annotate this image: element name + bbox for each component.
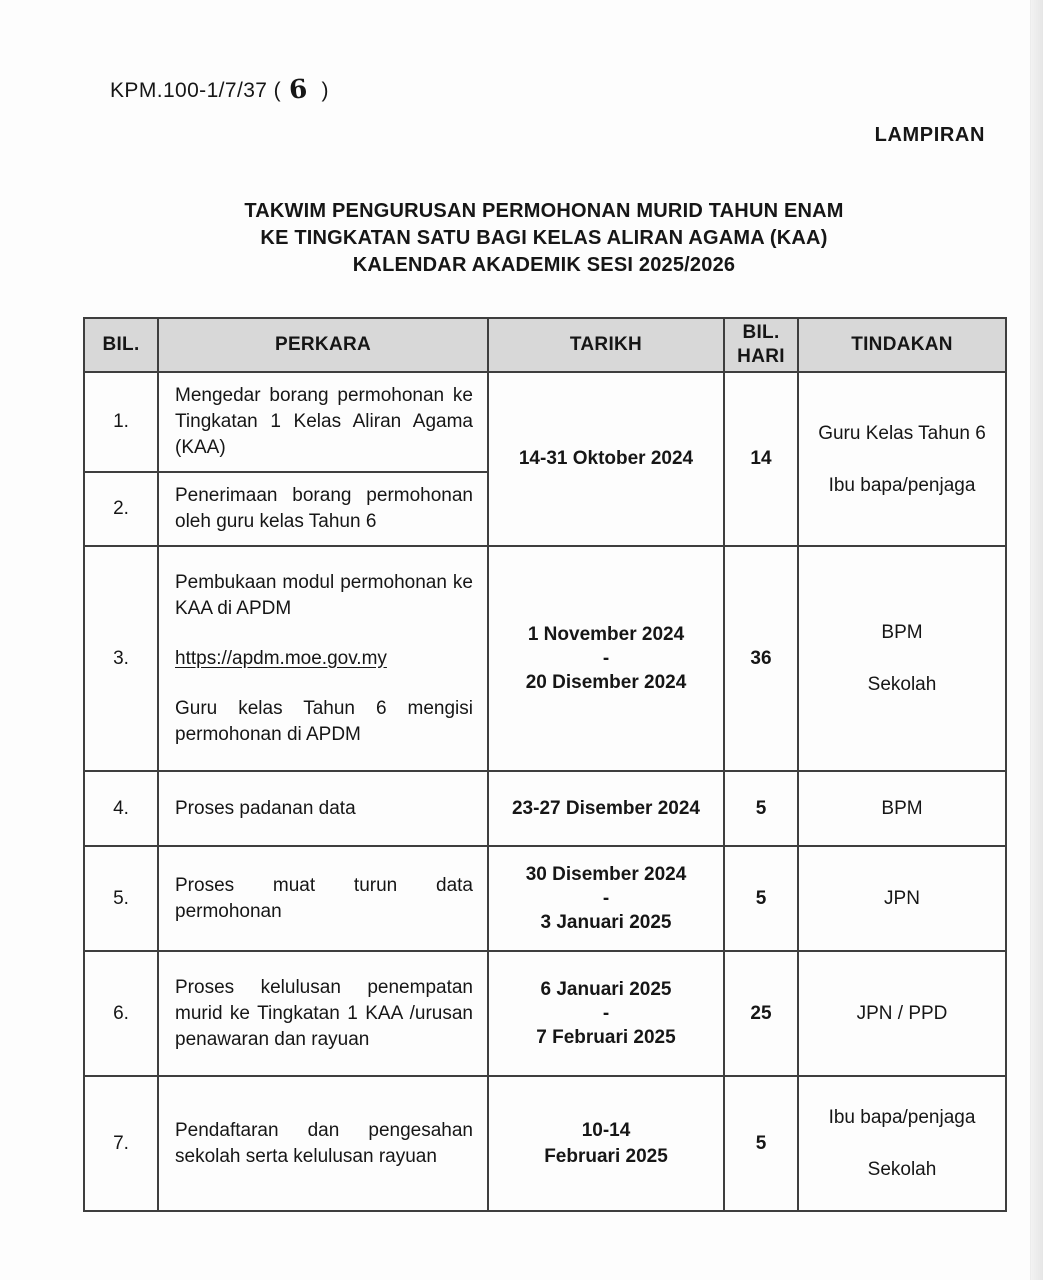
document-title-line1: TAKWIM PENGURUSAN PERMOHONAN MURID TAHUN ENAM: [244, 200, 844, 222]
row6-perkara-text: Proses kelulusan penempatan murid ke Tingkatan 1 KAA /urusan penawaran dan rayuan: [175, 976, 473, 1050]
header-cell-perkara: [158, 318, 488, 372]
row6-tindakan: [798, 951, 1006, 1076]
row1-bil: 1.: [84, 372, 158, 472]
row6-tarikh-to: 7 Februari 2025: [536, 1026, 676, 1048]
row3-tindakan-line1: BPM: [881, 622, 923, 643]
row5-tarikh-to: 3 Januari 2025: [540, 911, 672, 933]
row6-tindakan-line1: JPN / PPD: [856, 1003, 948, 1024]
row7-bil-hari: 5: [724, 1076, 798, 1211]
row6-tarikh-from: 6 Januari 2025: [540, 978, 672, 1000]
table-row-1: [84, 372, 1006, 472]
schedule-table: [83, 317, 1007, 1212]
header-label-tindakan: TINDAKAN: [851, 334, 953, 355]
row3-tindakan-line2: Sekolah: [867, 674, 937, 695]
row2-bil: 2.: [84, 472, 158, 546]
header-cell-bil: [84, 318, 158, 372]
table-row-5: [84, 846, 1006, 951]
row3-perkara: [158, 546, 488, 771]
table-row-7: [84, 1076, 1006, 1211]
row3-tarikh-from: 1 November 2024: [527, 623, 685, 645]
header-cell-bil-hari: [724, 318, 798, 372]
row3-perkara-link-wrap: [175, 646, 473, 672]
row6-tarikh-separator: -: [602, 1002, 610, 1024]
rows12-tarikh: [488, 372, 724, 546]
row6-bil-hari: 25: [724, 951, 798, 1076]
handwritten-number: 6: [287, 74, 309, 106]
header-label-tarikh: TARIKH: [569, 334, 643, 355]
row7-tarikh: [488, 1076, 724, 1211]
row5-tarikh-separator: -: [602, 887, 610, 909]
rows12-tindakan-line1: Guru Kelas Tahun 6: [818, 422, 986, 444]
row7-tarikh-line2: Februari 2025: [544, 1145, 668, 1167]
header-label-bil-hari-line1: BIL.: [742, 322, 780, 343]
table-row-4: [84, 771, 1006, 846]
header-label-bil-hari-line2: HARI: [737, 346, 785, 367]
row3-perkara-paragraph2: Guru kelas Tahun 6 mengisi permohonan di APDM: [175, 697, 473, 745]
row4-perkara-text: Proses padanan data: [175, 797, 356, 819]
row3-tarikh: [488, 546, 724, 771]
row2-perkara: [158, 472, 488, 546]
row4-tindakan-line1: BPM: [881, 798, 923, 819]
row7-perkara: [158, 1076, 488, 1211]
row6-bil: 6.: [84, 951, 158, 1076]
row1-perkara-text: Mengedar borang permohonan ke Tingkatan 1 Kelas Aliran Agama (KAA): [175, 385, 473, 458]
row5-perkara: [158, 846, 488, 951]
row4-bil: 4.: [84, 771, 158, 846]
table-row-6: [84, 951, 1006, 1076]
rows12-tindakan: [798, 372, 1006, 546]
row4-tindakan: [798, 771, 1006, 846]
header-cell-tarikh: [488, 318, 724, 372]
row7-tindakan-line1: Ibu bapa/penjaga: [828, 1107, 976, 1128]
row1-perkara: [158, 372, 488, 472]
row7-tindakan: [798, 1076, 1006, 1211]
row5-perkara-text: Proses muat turun data permohonan: [175, 874, 473, 922]
row6-tarikh: [488, 951, 724, 1076]
apdm-url-link[interactable]: https://apdm.moe.gov.my: [175, 647, 387, 669]
row4-perkara: [158, 771, 488, 846]
schedule-table-container: [83, 317, 1007, 1212]
reference-number: [110, 74, 329, 104]
reference-number-prefix: KPM.100-1/7/37 (: [110, 79, 281, 102]
row7-bil: 7.: [84, 1076, 158, 1211]
row7-perkara-text: Pendaftaran dan pengesahan sekolah serta kelulusan rayuan: [175, 1119, 473, 1167]
row2-perkara-text: Penerimaan borang permohonan oleh guru kelas Tahun 6: [175, 485, 473, 532]
rows12-tindakan-line2: Ibu bapa/penjaga: [828, 474, 976, 496]
document-title-line3: KALENDAR AKADEMIK SESI 2025/2026: [352, 254, 736, 276]
row5-tarikh-from: 30 Disember 2024: [525, 863, 687, 885]
row3-tarikh-to: 20 Disember 2024: [525, 671, 687, 693]
row3-bil: 3.: [84, 546, 158, 771]
row5-bil-hari: 5: [724, 846, 798, 951]
row3-tarikh-separator: -: [602, 647, 610, 669]
header-cell-tindakan: [798, 318, 1006, 372]
table-header-row: [84, 318, 1006, 372]
row4-tarikh: [488, 771, 724, 846]
row5-tindakan-line1: JPN: [884, 888, 920, 909]
row5-tarikh: [488, 846, 724, 951]
header-label-bil: BIL.: [102, 334, 140, 355]
row7-tindakan-line2: Sekolah: [867, 1159, 937, 1180]
table-row-3: [84, 546, 1006, 771]
reference-number-suffix: ): [321, 79, 329, 102]
document-title: [83, 198, 1005, 279]
row3-bil-hari: 36: [724, 546, 798, 771]
row3-tindakan: [798, 546, 1006, 771]
row4-bil-hari: 5: [724, 771, 798, 846]
lampiran-label: LAMPIRAN: [874, 124, 985, 146]
row6-perkara: [158, 951, 488, 1076]
rows12-bil-hari: 14: [724, 372, 798, 546]
row5-tindakan: [798, 846, 1006, 951]
row7-tarikh-line1: 10-14: [581, 1119, 631, 1141]
row3-perkara-paragraph1: Pembukaan modul permohonan ke KAA di APDM: [175, 571, 473, 619]
document-title-line2: KE TINGKATAN SATU BAGI KELAS ALIRAN AGAMA (KAA): [260, 227, 828, 249]
scan-edge-band: [1030, 0, 1043, 1280]
header-label-perkara: PERKARA: [274, 334, 372, 355]
row4-tarikh-text: 23-27 Disember 2024: [511, 797, 700, 819]
rows12-tarikh-text: 14-31 Oktober 2024: [518, 448, 694, 469]
row5-bil: 5.: [84, 846, 158, 951]
